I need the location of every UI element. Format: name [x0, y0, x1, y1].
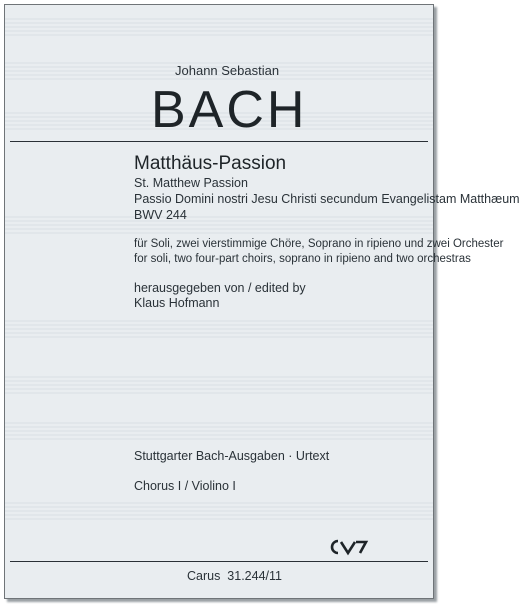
- scoring-english: for soli, two four-part choirs, soprano in ripieno and two orchestras: [134, 253, 471, 265]
- edition-series: Stuttgarter Bach-Ausgaben · Urtext: [134, 449, 330, 463]
- composer-last-name: BACH: [151, 81, 308, 139]
- catalog-number-bwv: BWV 244: [134, 208, 187, 222]
- bottom-divider: [10, 561, 428, 562]
- work-title-latin: Passio Domini nostri Jesu Christi secundum Evangelistam Matthæum: [134, 192, 520, 206]
- part-name: Chorus I / Violino I: [134, 479, 236, 493]
- score-cover: [4, 4, 520, 599]
- composer-first-names: Johann Sebastian: [175, 63, 280, 78]
- work-title-english: St. Matthew Passion: [134, 176, 248, 190]
- work-title-german: Matthäus-Passion: [134, 153, 287, 174]
- editor-name: Klaus Hofmann: [134, 296, 220, 310]
- top-divider: [10, 141, 428, 142]
- publisher-catalog-number: Carus 31.244/11: [187, 569, 282, 583]
- scoring-german: für Soli, zwei vierstimmige Chöre, Soprano in ripieno und zwei Orchester: [134, 238, 504, 250]
- editor-label: herausgegeben von / edited by: [134, 281, 306, 295]
- carus-logo-icon: [329, 539, 367, 555]
